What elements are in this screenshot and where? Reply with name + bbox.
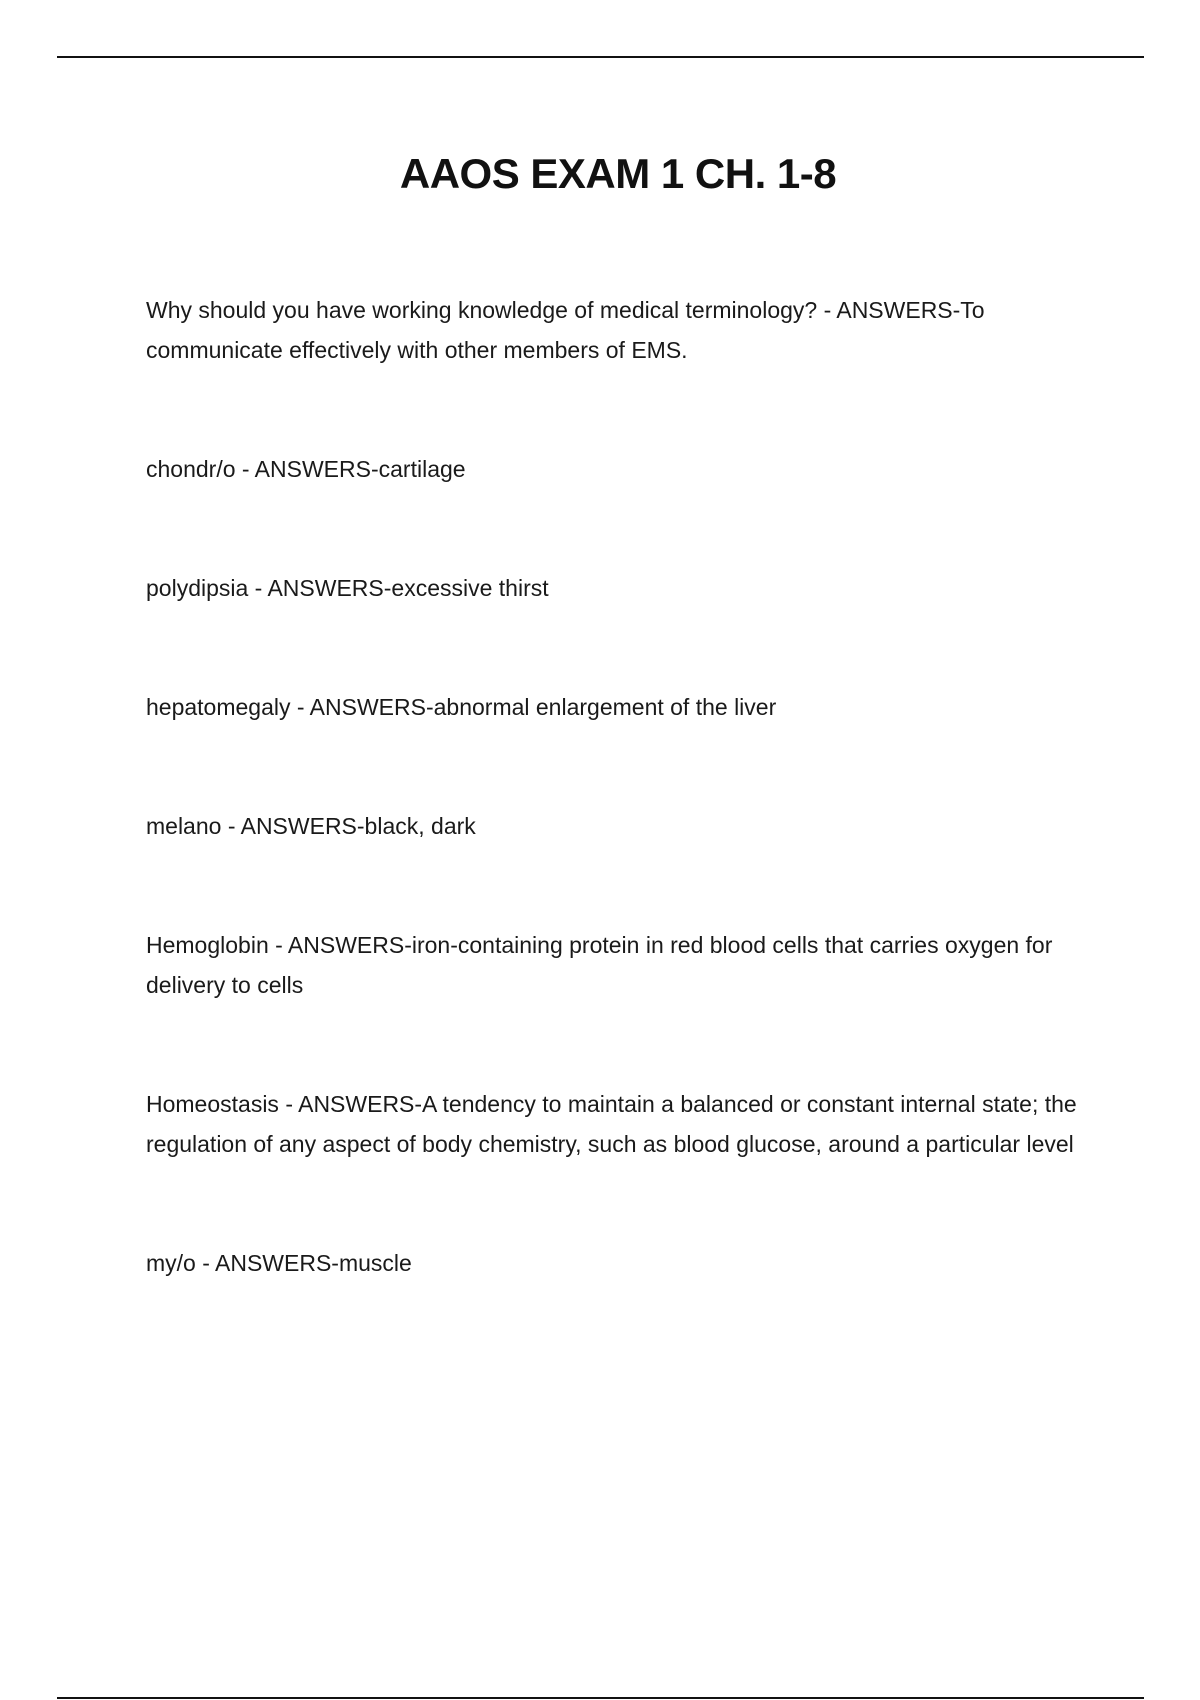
qa-item: chondr/o - ANSWERS-cartilage	[146, 456, 466, 482]
qa-item: my/o - ANSWERS-muscle	[146, 1250, 412, 1276]
qa-item: Why should you have working knowledge of medical terminology? - ANSWERS-To communicate effectively with other members of EMS.	[146, 297, 985, 363]
qa-item: hepatomegaly - ANSWERS-abnormal enlargement of the liver	[146, 694, 777, 720]
qa-list	[146, 290, 1086, 1283]
qa-item: Homeostasis - ANSWERS-A tendency to maintain a balanced or constant internal state; the regulation of any aspect of body chemistry, such as blood glucose, around a particular level	[146, 1091, 1077, 1157]
qa-item: Hemoglobin - ANSWERS-iron-containing protein in red blood cells that carries oxygen for delivery to cells	[146, 932, 1053, 998]
page-title: AAOS EXAM 1 CH. 1-8	[399, 150, 837, 197]
footer-rule	[57, 1697, 1144, 1699]
qa-item: melano - ANSWERS-black, dark	[146, 813, 476, 839]
qa-item: polydipsia - ANSWERS-excessive thirst	[146, 575, 549, 601]
header-rule	[57, 56, 1144, 58]
